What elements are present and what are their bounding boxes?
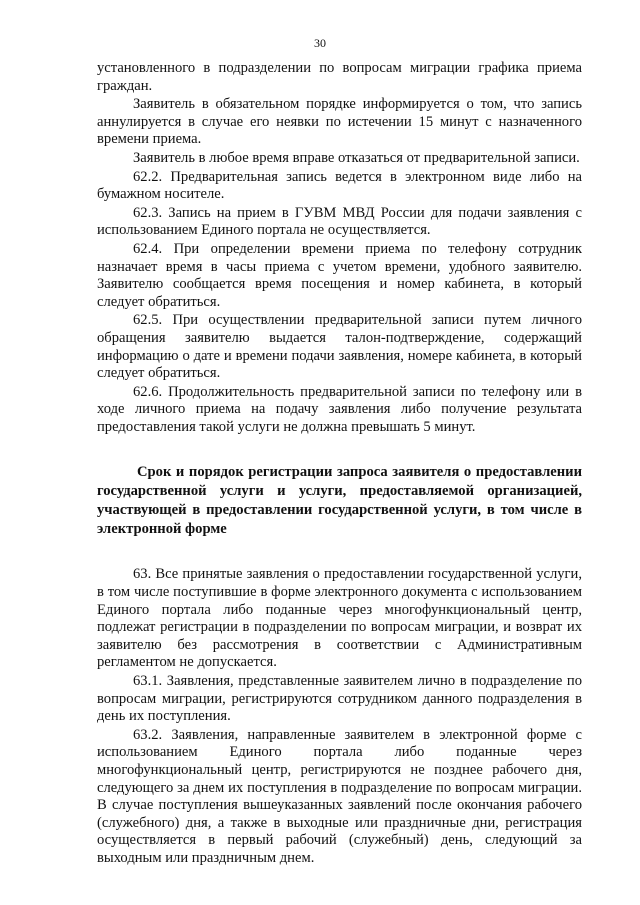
paragraph-63: 63. Все принятые заявления о предоставлении государственной услуги, в том числе поступившие в форме электронного документа с использованием Единого портала либо поданные через многофункциональный центр, подлежат регистрации в подразделении по вопросам миграции, и возврат их заявителю без рассмотрения в соответствии с Административным регламентом не допускается. xyxy=(97,566,582,671)
paragraph-62-3: 62.3. Запись на прием в ГУВМ МВД России для подачи заявления с использованием Единого портала не осуществляется. xyxy=(97,204,582,239)
paragraph-63-2: 63.2. Заявления, направленные заявителем в электронной форме с использованием Единого портала либо поданные через многофункциональный центр, регистрируются не позднее рабочего дня, следующего за днем их поступления в подразделение по вопросам миграции. В случае поступления вышеуказанных заявлений после окончания рабочего (служебного) дня, а также в выходные или праздничные дни, регистрация осуществляется в первый рабочий (служебный) день, следующий за выходным или праздничным днем. xyxy=(97,726,582,866)
paragraph-62-2: 62.2. Предварительная запись ведется в электронном виде либо на бумажном носителе. xyxy=(97,168,582,203)
paragraph-62-6: 62.6. Продолжительность предварительной записи по телефону или в ходе личного приема на подачу заявления либо получение результата предоставления такой услуги не должна превышать 5 минут. xyxy=(97,383,582,435)
paragraph-63-1: 63.1. Заявления, представленные заявителем лично в подразделение по вопросам миграции, регистрируются сотрудником данного подразделения в день их поступления. xyxy=(97,673,582,725)
paragraph-62-4: 62.4. При определении времени приема по телефону сотрудник назначает время в часы приема с учетом времени, удобного заявителю. Заявителю сообщается время посещения и номер кабинета, в который следует обратиться. xyxy=(97,240,582,310)
paragraphs-before xyxy=(97,60,582,436)
paragraph: Заявитель в обязательном порядке информируется о том, что запись аннулируется в случае его неявки по истечении 15 минут с назначенного времени приема. xyxy=(97,96,582,148)
paragraphs-after xyxy=(97,566,582,867)
section-heading: Срок и порядок регистрации запроса заявителя о предоставлении государственной услуги и услуги, предоставляемой организацией, участвующей в предоставлении государственной услуги, в том числе в электронной форме xyxy=(97,464,582,538)
document-body xyxy=(97,60,582,869)
paragraph: Заявитель в любое время вправе отказаться от предварительной записи. xyxy=(133,149,580,166)
paragraph-62-5: 62.5. При осуществлении предварительной записи путем личного обращения заявителю выдается талон-подтверждение, содержащий информацию о дате и времени подачи заявления, номере кабинета, в который следует обратиться. xyxy=(97,312,582,382)
page-number: 30 xyxy=(314,36,326,50)
paragraph: установленного в подразделении по вопросам миграции графика приема граждан. xyxy=(97,60,582,94)
